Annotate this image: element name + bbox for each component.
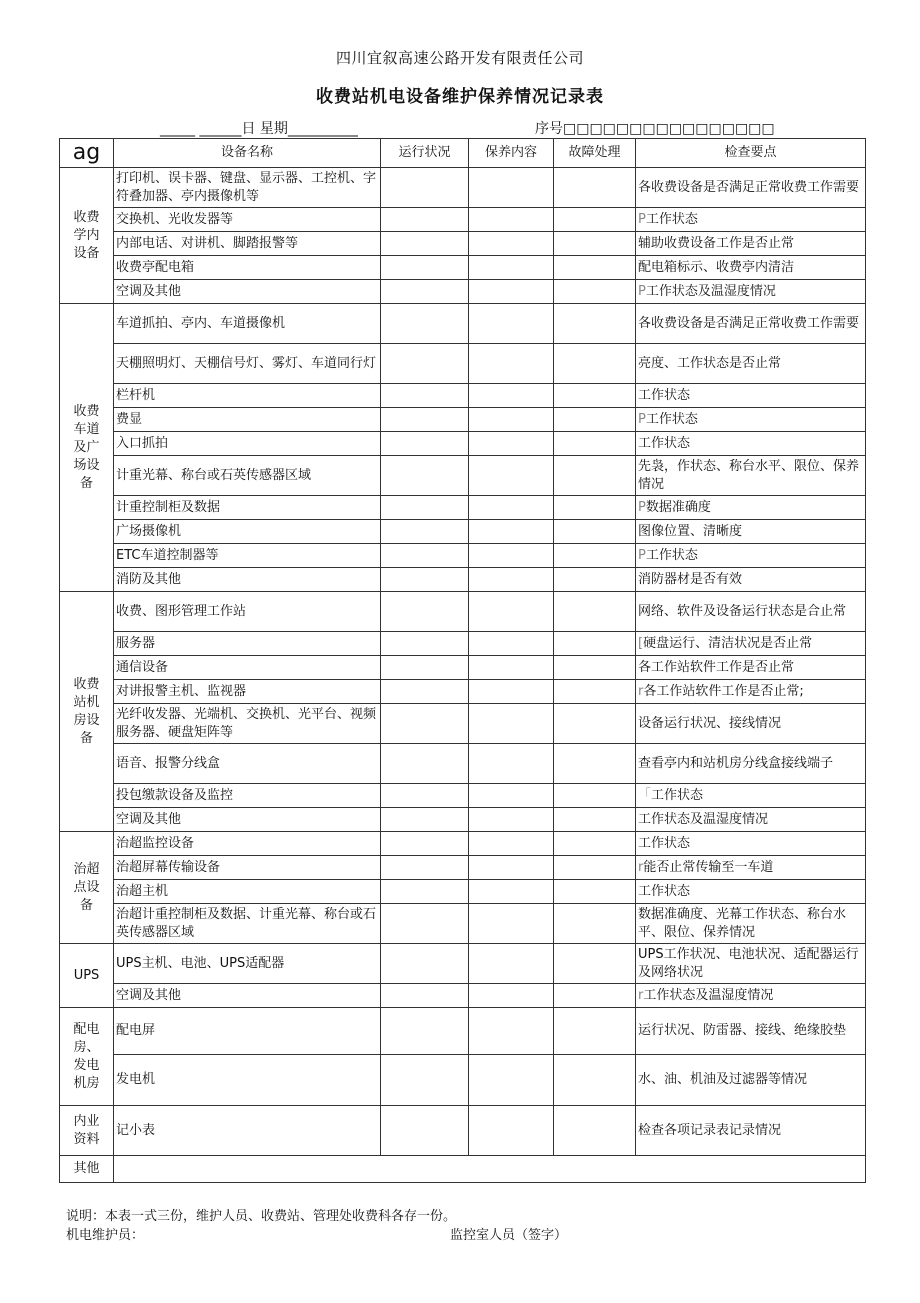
category-cell — [60, 1106, 114, 1156]
inspection-point-text: 查看亭内和站机房分线盒接线端子 — [638, 755, 834, 771]
inspection-point-text: 网络、软件及设备运行状态是合止常 — [638, 603, 847, 619]
category-label-line: 备 — [79, 897, 93, 913]
inspection-point-text: 配电箱标示、收费亭内清洁 — [638, 259, 795, 275]
maintenance-content-cell[interactable] — [469, 680, 554, 704]
equipment-name-cell: 收费、图形管理工作站 — [114, 592, 381, 632]
maintenance-content-cell[interactable] — [469, 384, 554, 408]
serial-number-line: 序号□□□□□□□□□□□□□□□□ — [535, 121, 775, 137]
equipment-name-cell: 对讲报警主机、监视器 — [114, 680, 381, 704]
table-row — [60, 832, 866, 856]
category-label-line: 收费 — [73, 676, 100, 692]
table-row — [60, 744, 866, 784]
equipment-name-cell: 语音、报警分线盒 — [114, 744, 381, 784]
equipment-name-cell: 天棚照明灯、天棚信号灯、雾灯、车道同行灯 — [114, 344, 381, 384]
inspection-point-text: 消防器材是否有效 — [638, 571, 743, 587]
cell-mark: P — [638, 547, 646, 563]
company-name: 四川宜叙高速公路开发有限责任公司 — [335, 49, 584, 67]
running-status-cell[interactable] — [381, 280, 469, 304]
maintenance-content-cell[interactable] — [469, 856, 554, 880]
category-cell — [60, 944, 114, 1008]
fault-handling-cell[interactable] — [554, 904, 636, 944]
category-cell — [60, 168, 114, 304]
running-status-cell[interactable] — [381, 304, 469, 344]
category-label-line: 房、 — [73, 1039, 100, 1055]
maintenance-content-cell[interactable] — [469, 408, 554, 432]
equipment-name-cell: 入口抓拍 — [114, 432, 381, 456]
inspection-point-cell — [636, 632, 866, 656]
maintenance-content-cell[interactable] — [469, 880, 554, 904]
inspection-point-cell — [636, 280, 866, 304]
inspection-point-text: 工作状态 — [638, 883, 691, 899]
category-label-line: 治超 — [73, 861, 100, 877]
inspection-point-cell — [636, 856, 866, 880]
inspection-point-cell — [636, 168, 866, 208]
table-row — [60, 208, 866, 232]
category-label-line: 收费 — [73, 403, 100, 419]
inspection-point-text: 工作状态 — [638, 435, 691, 451]
equipment-name-cell: 服务器 — [114, 632, 381, 656]
table-row — [60, 432, 866, 456]
maintainer-signature-label: 机电维护员： — [66, 1228, 145, 1243]
category-label-line: 备 — [79, 730, 93, 746]
inspection-point-cell — [636, 544, 866, 568]
table-row — [60, 304, 866, 344]
running-status-cell[interactable] — [381, 592, 469, 632]
maintenance-content-cell[interactable] — [469, 1055, 554, 1106]
table-header-row — [60, 139, 866, 168]
inspection-point-cell — [636, 832, 866, 856]
equipment-name-cell: 空调及其他 — [114, 984, 381, 1008]
fault-handling-cell[interactable] — [554, 408, 636, 432]
inspection-point-text: 硬盘运行、清洁状况是否止常 — [643, 635, 813, 651]
fault-handling-cell[interactable] — [554, 880, 636, 904]
equipment-name-cell: 广场摄像机 — [114, 520, 381, 544]
equipment-name-cell: 空调及其他 — [114, 808, 381, 832]
running-status-cell[interactable] — [381, 832, 469, 856]
equipment-name-cell: 通信设备 — [114, 656, 381, 680]
equipment-name-cell: 车道抓拍、亭内、车道摄像机 — [114, 304, 381, 344]
inspection-point-text: 水、油、机油及过滤器等情况 — [638, 1072, 808, 1087]
maintenance-content-cell[interactable] — [469, 208, 554, 232]
cell-mark: P — [638, 283, 646, 299]
inspection-point-cell — [636, 344, 866, 384]
fault-handling-cell[interactable] — [554, 808, 636, 832]
running-status-cell[interactable] — [381, 632, 469, 656]
maintenance-content-cell[interactable] — [469, 280, 554, 304]
category-label-line: 及广 — [73, 439, 100, 455]
fault-handling-cell[interactable] — [554, 680, 636, 704]
cell-mark: [ — [638, 635, 644, 651]
table-row — [60, 808, 866, 832]
maintenance-content-cell[interactable] — [469, 520, 554, 544]
inspection-point-text: 各工作站软件工作是否止常; — [643, 683, 804, 699]
equipment-name-cell: 发电机 — [114, 1055, 381, 1106]
running-status-cell[interactable] — [381, 808, 469, 832]
column-header: 检查要点 — [636, 139, 866, 168]
running-status-cell[interactable] — [381, 1106, 469, 1156]
equipment-name-cell: 治超屏幕传输设备 — [114, 856, 381, 880]
running-status-cell[interactable] — [381, 496, 469, 520]
inspection-point-cell — [636, 208, 866, 232]
table-row — [60, 568, 866, 592]
table-row — [60, 408, 866, 432]
category-label-line: 配电 — [73, 1021, 100, 1037]
fault-handling-cell[interactable] — [554, 208, 636, 232]
inspection-point-cell — [636, 568, 866, 592]
cell-mark: P — [638, 499, 646, 515]
inspection-point-cell — [636, 592, 866, 632]
maintenance-content-cell[interactable] — [469, 256, 554, 280]
category-label-line: 学内 — [73, 227, 100, 243]
fault-handling-cell[interactable] — [554, 832, 636, 856]
maintenance-content-cell[interactable] — [469, 1008, 554, 1055]
column-header: 故障处理 — [554, 139, 636, 168]
fault-handling-cell[interactable] — [554, 784, 636, 808]
inspection-point-cell — [636, 704, 866, 744]
inspection-point-text: 能否止常传输至一车道 — [643, 859, 774, 875]
maintenance-content-cell[interactable] — [469, 232, 554, 256]
monitor-signature-label: 监控室人员（签字） — [450, 1228, 568, 1243]
maintenance-content-cell[interactable] — [469, 704, 554, 744]
fault-handling-cell[interactable] — [554, 704, 636, 744]
inspection-point-cell — [636, 1055, 866, 1106]
fault-handling-cell[interactable] — [554, 280, 636, 304]
category-label-line: 点设 — [73, 879, 100, 895]
running-status-cell[interactable] — [381, 256, 469, 280]
running-status-cell[interactable] — [381, 944, 469, 984]
maintenance-content-cell[interactable] — [469, 168, 554, 208]
maintenance-content-cell[interactable] — [469, 744, 554, 784]
equipment-name-cell: 费显 — [114, 408, 381, 432]
equipment-name-cell: 收费亭配电箱 — [114, 256, 381, 280]
column-header: 运行状况 — [381, 139, 469, 168]
category-label-line: 车道 — [73, 421, 100, 437]
table-row — [60, 904, 866, 944]
equipment-name-cell: 栏杆机 — [114, 384, 381, 408]
inspection-point-text: 工作状态 — [645, 211, 698, 227]
table-row — [60, 1055, 866, 1106]
equipment-name-cell: 治超主机 — [114, 880, 381, 904]
running-status-cell[interactable] — [381, 880, 469, 904]
inspection-point-cell — [636, 408, 866, 432]
equipment-name-cell: 交换机、光收发器等 — [114, 208, 381, 232]
maintenance-content-cell[interactable] — [469, 808, 554, 832]
fault-handling-cell[interactable] — [554, 1106, 636, 1156]
equipment-name-cell: ETC车道控制器等 — [114, 544, 381, 568]
inspection-point-text: 工作状态及温湿度情况 — [638, 811, 769, 827]
inspection-point-cell — [636, 1106, 866, 1156]
category-cell — [60, 1008, 114, 1106]
running-status-cell[interactable] — [381, 904, 469, 944]
running-status-cell[interactable] — [381, 408, 469, 432]
fault-handling-cell[interactable] — [554, 984, 636, 1008]
equipment-name-cell: 治超计重控制柜及数据、计重光幕、称台或石英传感器区域 — [114, 904, 381, 944]
inspection-point-cell — [636, 656, 866, 680]
inspection-point-text: 工作状态 — [645, 411, 698, 427]
table-row — [60, 1156, 866, 1183]
fault-handling-cell[interactable] — [554, 304, 636, 344]
maintenance-content-cell[interactable] — [469, 832, 554, 856]
category-label-line: 收费 — [73, 209, 100, 225]
maintenance-content-cell[interactable] — [469, 656, 554, 680]
table-row — [60, 784, 866, 808]
equipment-name-cell: 消防及其他 — [114, 568, 381, 592]
maintenance-record-table — [59, 138, 866, 1183]
inspection-point-cell — [636, 784, 866, 808]
running-status-cell[interactable] — [381, 856, 469, 880]
inspection-point-cell — [636, 496, 866, 520]
table-row — [60, 168, 866, 208]
table-row — [60, 256, 866, 280]
maintenance-content-cell[interactable] — [469, 304, 554, 344]
equipment-name-cell: 投包缴款设备及监控 — [114, 784, 381, 808]
fault-handling-cell[interactable] — [554, 1055, 636, 1106]
running-status-cell[interactable] — [381, 704, 469, 744]
inspection-point-cell — [636, 384, 866, 408]
table-row — [60, 592, 866, 632]
column-header: 保养内容 — [469, 139, 554, 168]
fault-handling-cell[interactable] — [554, 232, 636, 256]
maintenance-content-cell[interactable] — [469, 904, 554, 944]
inspection-point-text: 各工作站软件工作是否止常 — [638, 659, 795, 675]
category-label-line: 房设 — [73, 712, 100, 728]
fault-handling-cell[interactable] — [554, 456, 636, 496]
category-label-line: 备 — [79, 475, 93, 491]
equipment-name-cell: 治超监控设备 — [114, 832, 381, 856]
category-cell — [60, 832, 114, 944]
running-status-cell[interactable] — [381, 432, 469, 456]
table-row — [60, 856, 866, 880]
table-row — [60, 520, 866, 544]
inspection-point-cell — [636, 680, 866, 704]
inspection-point-text: 检查各项记录表记录情况 — [638, 1122, 782, 1138]
inspection-point-text: 图像位置、清晰度 — [638, 523, 743, 539]
category-label-line: 发电 — [73, 1057, 100, 1073]
equipment-name-cell: 打印机、误卡器、键盘、显示器、工控机、字符叠加器、亭内摄像机等 — [114, 168, 381, 208]
running-status-cell[interactable] — [381, 544, 469, 568]
running-status-cell[interactable] — [381, 232, 469, 256]
table-row — [60, 944, 866, 984]
inspection-point-cell — [636, 744, 866, 784]
maintenance-content-cell[interactable] — [469, 1106, 554, 1156]
table-row — [60, 1106, 866, 1156]
category-label-line: 场设 — [73, 457, 100, 473]
inspection-point-text: 先袅，作状态、称台水平、限位、保养情况 — [638, 458, 860, 492]
inspection-point-cell — [636, 256, 866, 280]
running-status-cell[interactable] — [381, 656, 469, 680]
maintenance-content-cell[interactable] — [469, 592, 554, 632]
running-status-cell[interactable] — [381, 456, 469, 496]
maintenance-content-cell[interactable] — [469, 984, 554, 1008]
inspection-point-text: 工作状态及温湿度情况 — [643, 987, 774, 1003]
running-status-cell[interactable] — [381, 1008, 469, 1055]
inspection-point-cell — [636, 984, 866, 1008]
running-status-cell[interactable] — [381, 568, 469, 592]
inspection-point-cell — [636, 1008, 866, 1055]
category-label-line: 资料 — [73, 1131, 100, 1147]
maintenance-content-cell[interactable] — [469, 344, 554, 384]
fault-handling-cell[interactable] — [554, 944, 636, 984]
running-status-cell[interactable] — [381, 984, 469, 1008]
category-label-line: 设备 — [73, 245, 100, 261]
inspection-point-cell — [636, 944, 866, 984]
maintenance-content-cell[interactable] — [469, 544, 554, 568]
inspection-point-text: 数据准确度 — [645, 499, 711, 515]
inspection-point-cell — [636, 304, 866, 344]
equipment-name-cell: 光纤收发器、光端机、交换机、光平台、视频服务器、硬盘矩阵等 — [114, 704, 381, 744]
inspection-point-cell — [636, 456, 866, 496]
table-row — [60, 1008, 866, 1055]
table-row — [60, 544, 866, 568]
corner-cell: ag — [60, 139, 114, 168]
fault-handling-cell[interactable] — [554, 168, 636, 208]
table-row — [60, 656, 866, 680]
form-title: 收费站机电设备维护保养情况记录表 — [316, 87, 604, 107]
running-status-cell[interactable] — [381, 784, 469, 808]
cell-mark: P — [638, 211, 646, 227]
table-row — [60, 880, 866, 904]
inspection-point-cell — [636, 808, 866, 832]
maintenance-content-cell[interactable] — [469, 432, 554, 456]
fault-handling-cell[interactable] — [554, 344, 636, 384]
fault-handling-cell[interactable] — [554, 496, 636, 520]
table-row — [60, 496, 866, 520]
category-cell — [60, 304, 114, 592]
maintenance-content-cell[interactable] — [469, 632, 554, 656]
fault-handling-cell[interactable] — [554, 656, 636, 680]
inspection-point-text: 亮度、工作状态是否止常 — [638, 355, 782, 371]
inspection-point-cell — [636, 520, 866, 544]
inspection-point-cell — [636, 432, 866, 456]
fault-handling-cell[interactable] — [554, 520, 636, 544]
running-status-cell[interactable] — [381, 168, 469, 208]
table-row — [60, 280, 866, 304]
cell-mark: P — [638, 411, 646, 427]
equipment-name-cell: 计重控制柜及数据 — [114, 496, 381, 520]
table-row — [60, 344, 866, 384]
category-cell — [60, 592, 114, 832]
inspection-point-text: 工作状态及温湿度情况 — [645, 283, 776, 299]
equipment-name-cell: 计重光幕、称台或石英传感器区域 — [114, 456, 381, 496]
table-row — [60, 704, 866, 744]
table-row — [60, 984, 866, 1008]
equipment-name-cell: 记小表 — [114, 1106, 381, 1156]
inspection-point-cell — [636, 880, 866, 904]
inspection-point-text: 运行状况、防雷器、接线、绝缘胶垫 — [638, 1023, 847, 1038]
fault-handling-cell[interactable] — [554, 384, 636, 408]
inspection-point-text: 设备运行状况、接线情况 — [638, 715, 782, 731]
category-cell — [60, 1156, 114, 1183]
inspection-point-cell — [636, 904, 866, 944]
empty-cell — [114, 1156, 866, 1183]
inspection-point-text: 数据准确度、光幕工作状态、称台水平、限位、保养情况 — [638, 906, 847, 940]
fault-handling-cell[interactable] — [554, 592, 636, 632]
footer-note: 说明：本表一式三份，维护人员、收费站、管理处收费科各存一份。 — [66, 1209, 457, 1224]
running-status-cell[interactable] — [381, 208, 469, 232]
cell-mark: 「 — [638, 787, 652, 803]
equipment-name-cell: UPS主机、电池、UPS适配器 — [114, 944, 381, 984]
inspection-point-text: 工作状态 — [638, 387, 691, 403]
inspection-point-text: 工作状态 — [651, 787, 704, 803]
running-status-cell[interactable] — [381, 744, 469, 784]
maintenance-content-cell[interactable] — [469, 456, 554, 496]
inspection-point-text: UPS工作状况、电池状况、适配器运行及网络状况 — [638, 946, 859, 980]
inspection-point-text: 辅助收费设备工作是否止常 — [638, 235, 795, 251]
table-row — [60, 632, 866, 656]
fault-handling-cell[interactable] — [554, 632, 636, 656]
cell-mark: r — [638, 859, 644, 875]
fault-handling-cell[interactable] — [554, 568, 636, 592]
running-status-cell[interactable] — [381, 344, 469, 384]
inspection-point-cell — [636, 232, 866, 256]
fault-handling-cell[interactable] — [554, 744, 636, 784]
fault-handling-cell[interactable] — [554, 256, 636, 280]
running-status-cell[interactable] — [381, 520, 469, 544]
inspection-point-text: 各收费设备是否满足正常收费工作需要 — [638, 179, 860, 195]
category-label-line: 其他 — [73, 1161, 100, 1176]
fault-handling-cell[interactable] — [554, 856, 636, 880]
fault-handling-cell[interactable] — [554, 544, 636, 568]
fault-handling-cell[interactable] — [554, 1008, 636, 1055]
inspection-point-text: 工作状态 — [645, 547, 698, 563]
category-label-line: 内业 — [73, 1113, 100, 1129]
table-row — [60, 680, 866, 704]
table-row — [60, 456, 866, 496]
column-header: 设备名称 — [114, 139, 381, 168]
maintenance-content-cell[interactable] — [469, 784, 554, 808]
table-row — [60, 232, 866, 256]
equipment-name-cell: 内部电话、对讲机、脚踏报警等 — [114, 232, 381, 256]
category-label-line: 机房 — [73, 1075, 100, 1091]
date-line: _____ ______日 星期__________ — [160, 121, 358, 137]
category-label-line: 站机 — [73, 694, 100, 710]
running-status-cell[interactable] — [381, 384, 469, 408]
fault-handling-cell[interactable] — [554, 432, 636, 456]
table-row — [60, 384, 866, 408]
category-label-line: UPS — [73, 967, 100, 983]
running-status-cell[interactable] — [381, 680, 469, 704]
cell-mark: r — [638, 987, 644, 1003]
table-body — [60, 168, 866, 1183]
maintenance-content-cell[interactable] — [469, 496, 554, 520]
maintenance-content-cell[interactable] — [469, 568, 554, 592]
inspection-point-text: 工作状态 — [638, 835, 691, 851]
maintenance-content-cell[interactable] — [469, 944, 554, 984]
inspection-point-text: 各收费设备是否满足正常收费工作需要 — [638, 315, 860, 331]
cell-mark: r — [638, 683, 644, 699]
equipment-name-cell: 配电屏 — [114, 1008, 381, 1055]
running-status-cell[interactable] — [381, 1055, 469, 1106]
equipment-name-cell: 空调及其他 — [114, 280, 381, 304]
